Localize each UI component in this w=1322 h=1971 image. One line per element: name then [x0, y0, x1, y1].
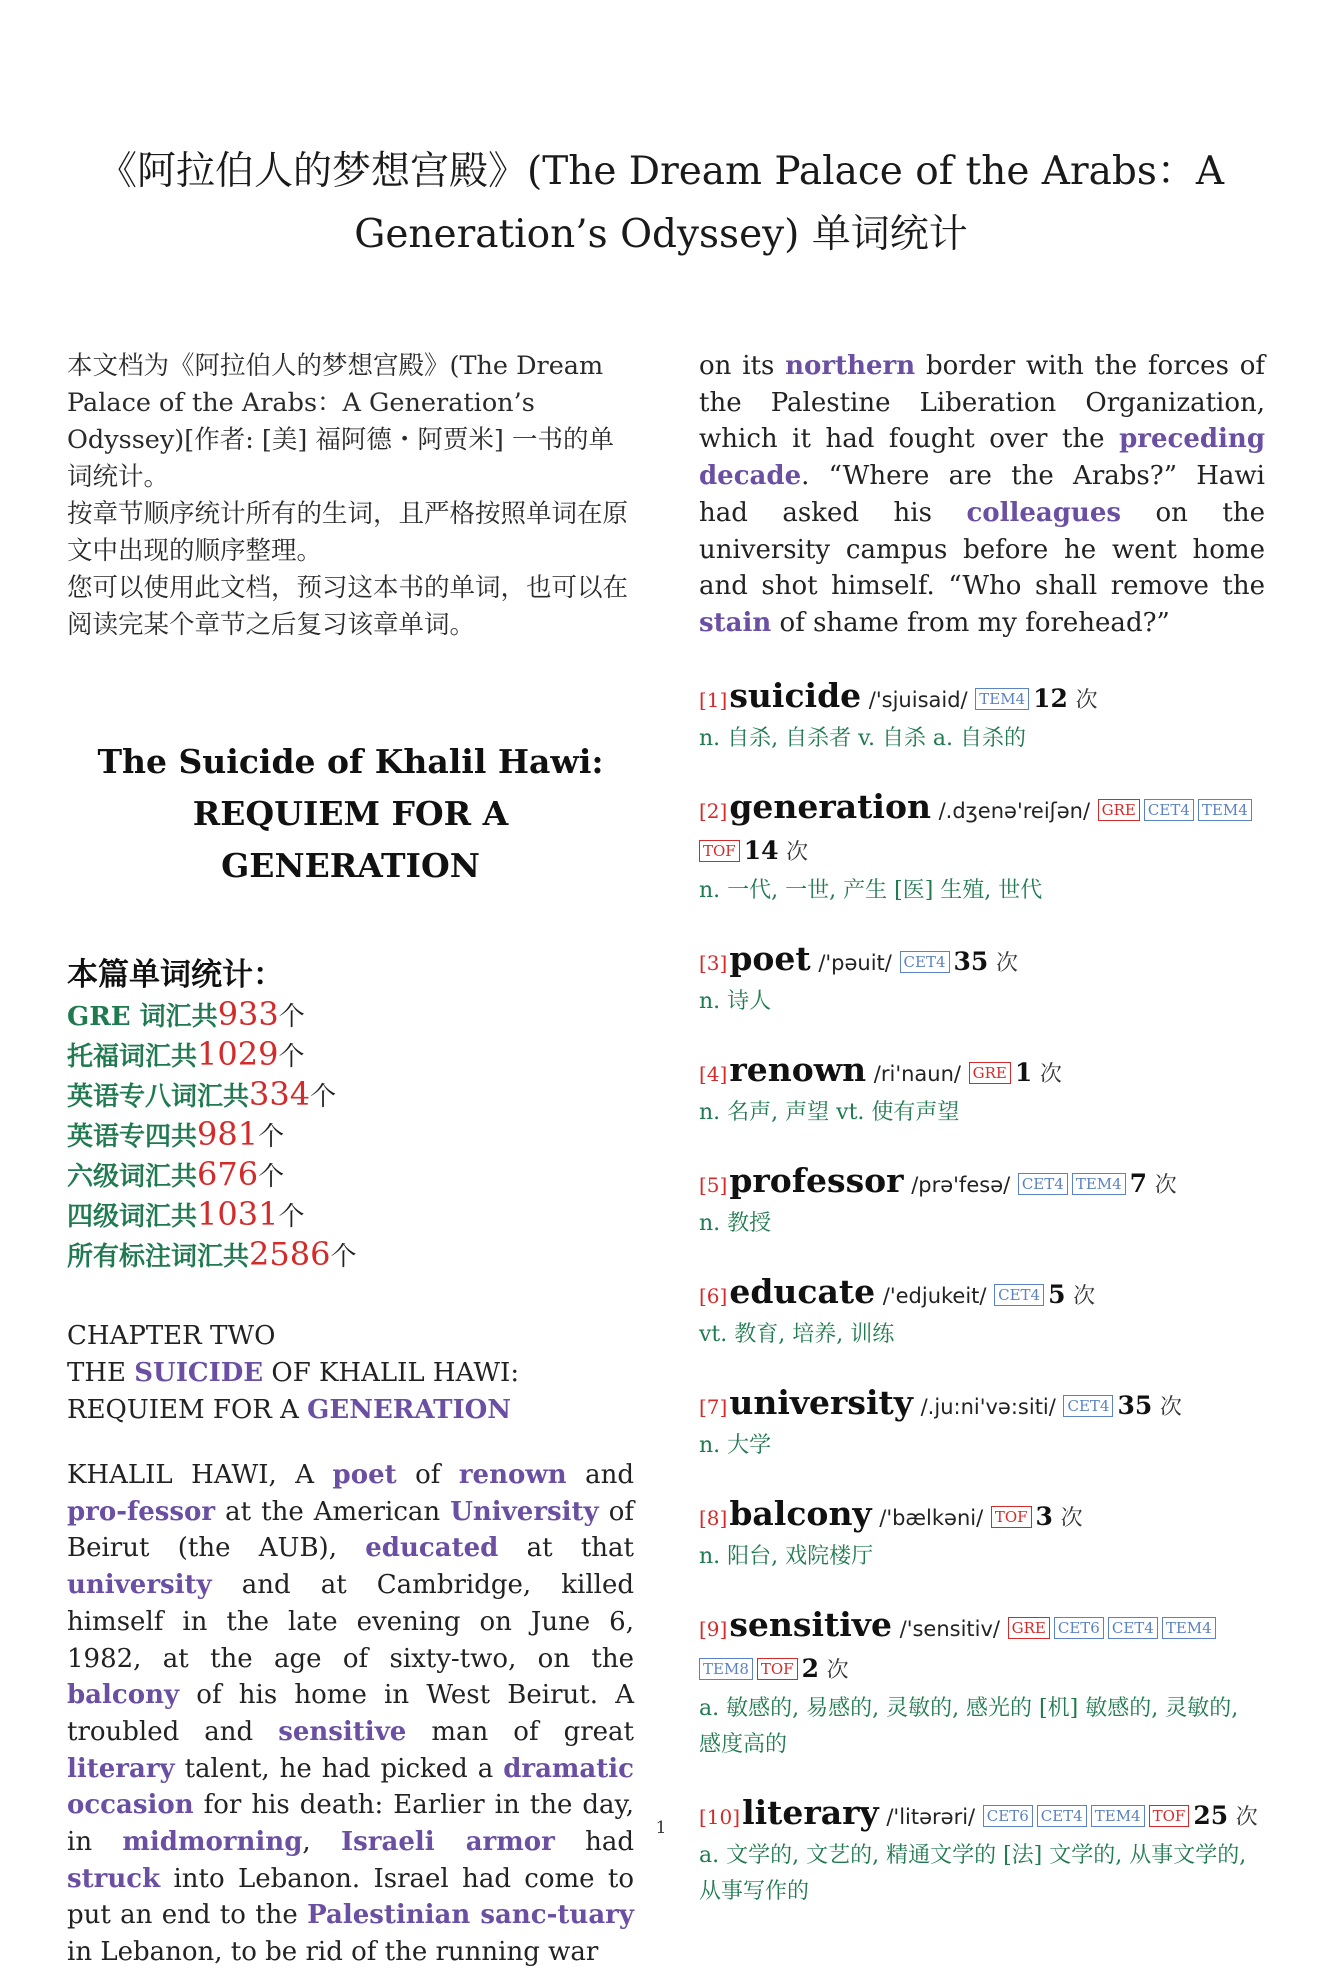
stat-label: 英语专四共	[67, 1122, 198, 1152]
entry-definition: vt. 教育, 培养, 训练	[699, 1321, 895, 1347]
count-unit: 次	[1075, 687, 1098, 713]
section-heading-line2: REQUIEM FOR A GENERATION	[192, 794, 509, 885]
entry-count: 7	[1129, 1168, 1148, 1198]
level-tag: TOF	[1149, 1805, 1190, 1827]
entry-count: 3	[1035, 1501, 1053, 1531]
entry-phonetic: /'bælkəni/	[879, 1505, 984, 1530]
entry-index: [9]	[699, 1616, 728, 1641]
level-tag: CET4	[900, 951, 950, 973]
highlighted-word: northern	[785, 351, 916, 381]
level-tag: TOF	[757, 1658, 798, 1680]
entry-definition: a. 文学的, 文艺的, 精通文学的 [法] 文学的, 从事文学的, 从事写作的	[699, 1842, 1247, 1904]
stat-unit: 个	[310, 1082, 337, 1112]
count-unit: 次	[1159, 1394, 1182, 1420]
vocab-entry	[699, 1050, 1265, 1131]
vocab-headline	[699, 1383, 1265, 1428]
vocab-headline	[699, 1272, 1265, 1317]
entry-word: educate	[729, 1271, 876, 1311]
vocab-headline	[699, 1494, 1265, 1539]
level-tag: TOF	[699, 840, 740, 862]
entry-phonetic: /.dʒenə'reiʃən/	[938, 798, 1091, 823]
stat-row	[67, 1076, 634, 1116]
level-tag: TEM4	[975, 688, 1029, 710]
entry-count: 5	[1048, 1279, 1066, 1309]
chapter-heading	[67, 1318, 634, 1429]
vocab-entry	[699, 1605, 1265, 1763]
vocab-entry	[699, 939, 1265, 1020]
entry-definition: n. 大学	[699, 1432, 772, 1458]
count-unit: 次	[1154, 1172, 1177, 1198]
entry-count: 25	[1193, 1800, 1229, 1830]
level-tag: CET4	[1018, 1173, 1068, 1195]
entry-count: 2	[801, 1653, 819, 1683]
level-tag: TEM4	[1162, 1617, 1216, 1639]
level-tag: GRE	[1008, 1617, 1050, 1639]
count-unit: 次	[1039, 1061, 1062, 1087]
entry-word: poet	[729, 938, 811, 978]
entry-phonetic: /'edjukeit/	[882, 1283, 987, 1308]
entry-phonetic: /'sensitiv/	[899, 1616, 1000, 1641]
entry-index: [10]	[699, 1804, 741, 1829]
stat-label: 英语专八词汇共	[67, 1082, 250, 1112]
stat-number: 1029	[197, 1035, 279, 1073]
entry-count: 35	[953, 946, 989, 976]
entry-word: sensitive	[729, 1604, 892, 1644]
entry-word: generation	[729, 786, 931, 826]
highlighted-word: GENERATION	[307, 1395, 512, 1425]
intro-paragraph: 您可以使用此文档，预习这本书的单词，也可以在阅读完某个章节之后复习该章单词。	[67, 573, 629, 640]
stat-number: 1031	[197, 1195, 279, 1233]
body-text-right: on its northern border with the forces of the Palestine Liberation Organization, which it had fought over the preceding decade. “Where are the Arabs?” Hawi had asked his colleagues on the university campus before he went home and shot himself. “Who shall remove the stain of shame from my forehead?”	[699, 351, 1265, 638]
level-tag: TEM4	[1198, 799, 1252, 821]
level-tag: CET6	[1054, 1617, 1104, 1639]
intro-paragraph: 本文档为《阿拉伯人的梦想宫殿》(The Dream Palace of the Arabs：A Generation’s Odyssey)[作者: [美] 福阿德・阿贾米] 一书的单词统计。	[67, 351, 614, 492]
entry-count: 14	[743, 835, 779, 865]
stat-row	[67, 1236, 634, 1276]
entry-definition: n. 名声, 声望 vt. 使有声望	[699, 1099, 960, 1125]
stat-number: 676	[197, 1155, 259, 1193]
vocab-headline	[699, 1605, 1265, 1691]
highlighted-word: university	[67, 1570, 212, 1601]
entry-phonetic: /'sjuisaid/	[868, 687, 968, 712]
highlighted-word: midmorning	[122, 1827, 303, 1858]
stat-unit: 个	[258, 1122, 285, 1152]
stat-label: 所有标注词汇共	[67, 1242, 250, 1272]
stat-label: 托福词汇共	[67, 1042, 198, 1072]
level-tag: CET4	[994, 1284, 1044, 1306]
vocab-headline	[699, 1050, 1265, 1095]
highlighted-word: balcony	[67, 1680, 180, 1711]
stat-unit: 个	[330, 1242, 357, 1272]
intro	[67, 348, 634, 644]
vocab-headline	[699, 939, 1265, 984]
level-tag: TOF	[991, 1506, 1032, 1528]
chapter-line2: THE SUICIDE OF KHALIL HAWI:	[67, 1358, 520, 1388]
entry-count: 1	[1014, 1057, 1033, 1087]
stat-number: 2586	[249, 1235, 331, 1273]
highlighted-word: Palestinian sanc-tuary	[307, 1900, 634, 1931]
highlighted-word: preceding decade	[699, 424, 1265, 492]
body-text-left: KHALIL HAWI, A poet of renown and pro-fessor at the American University of Beirut (the AUB), educated at that university and at Cambridge, killed himself in the late evening on June 6, 1982, at the age of sixty-two, on the balcony of his home in West Beirut. A troubled and sensitive man of great literary talent, he had picked a dramatic occasion for his death: Earlier in the day, in midmorning, Israeli armor had struck into Lebanon. Israel had come to put an end to the Palestinian sanc-tuary in Lebanon, to be rid of the running war	[67, 1460, 635, 1968]
right-column	[699, 348, 1265, 1940]
stat-unit: 个	[278, 1002, 305, 1032]
stat-label: 四级词汇共	[67, 1202, 198, 1232]
entry-count: 35	[1117, 1390, 1153, 1420]
entry-phonetic: /'litərəri/	[886, 1804, 976, 1829]
stat-row	[67, 1116, 634, 1156]
count-unit: 次	[826, 1657, 849, 1683]
entry-definition: n. 阳台, 戏院楼厅	[699, 1543, 874, 1569]
entry-phonetic: /ri'naun/	[873, 1061, 961, 1086]
vocab-headline	[699, 787, 1265, 873]
entry-word: suicide	[729, 675, 862, 715]
count-unit: 次	[995, 950, 1018, 976]
level-tag: TEM4	[1072, 1173, 1126, 1195]
level-tag: GRE	[1098, 799, 1140, 821]
stat-row	[67, 1196, 634, 1236]
entry-index: [6]	[699, 1283, 728, 1308]
entry-word: balcony	[729, 1493, 872, 1533]
stat-label: 六级词汇共	[67, 1162, 198, 1192]
stat-number: 981	[197, 1115, 259, 1153]
entry-index: [5]	[699, 1172, 728, 1197]
vocab-headline	[699, 676, 1265, 721]
entry-phonetic: /.ju:ni'və:siti/	[920, 1394, 1056, 1419]
stat-label: GRE 词汇共	[67, 1002, 218, 1032]
stat-unit: 个	[278, 1202, 305, 1232]
entry-phonetic: /'pəuit/	[818, 950, 892, 975]
level-tag: CET4	[1144, 799, 1194, 821]
vocabulary-list	[699, 676, 1265, 1910]
vocab-entry	[699, 1272, 1265, 1353]
entry-index: [8]	[699, 1505, 728, 1530]
entry-word: university	[729, 1382, 913, 1422]
highlighted-word: sensitive	[278, 1716, 407, 1747]
vocab-entry	[699, 1793, 1265, 1910]
entry-definition: n. 教授	[699, 1210, 772, 1236]
intro-paragraph: 按章节顺序统计所有的生词，且严格按照单词在原文中出现的顺序整理。	[67, 499, 629, 566]
stat-unit: 个	[278, 1042, 305, 1072]
stat-number: 933	[217, 995, 279, 1033]
highlighted-word: colleagues	[966, 497, 1122, 528]
highlighted-word: University	[450, 1496, 599, 1527]
count-unit: 次	[1235, 1804, 1258, 1830]
highlighted-word: renown	[458, 1460, 567, 1490]
vocab-entry	[699, 1494, 1265, 1575]
left-column	[67, 348, 634, 1971]
highlighted-word: literary	[67, 1753, 175, 1784]
entry-definition: n. 自杀, 自杀者 v. 自杀 a. 自杀的	[699, 725, 1027, 751]
highlighted-word: stain	[699, 607, 772, 638]
stat-row	[67, 1036, 634, 1076]
entry-index: [1]	[699, 687, 728, 712]
entry-index: [7]	[699, 1394, 728, 1419]
highlighted-word: poet	[332, 1460, 397, 1490]
entry-word: renown	[729, 1049, 867, 1089]
highlighted-word: pro-fessor	[67, 1496, 216, 1527]
entry-definition: a. 敏感的, 易感的, 灵敏的, 感光的 [机] 敏感的, 灵敏的, 感度高的	[699, 1695, 1239, 1757]
count-unit: 次	[1060, 1505, 1083, 1531]
count-unit: 次	[1073, 1283, 1096, 1309]
highlighted-word: dramatic occasion	[67, 1753, 634, 1821]
entry-count: 12	[1033, 683, 1068, 713]
level-tag: CET4	[1037, 1805, 1087, 1827]
vocab-entry	[699, 1383, 1265, 1464]
entry-word: literary	[742, 1792, 879, 1832]
entry-index: [2]	[699, 798, 728, 823]
level-tag: TEM4	[1091, 1805, 1145, 1827]
entry-phonetic: /prə'fesə/	[911, 1172, 1011, 1197]
vocab-headline	[699, 1161, 1265, 1206]
vocab-entry	[699, 1161, 1265, 1242]
section-heading-line1: The Suicide of Khalil Hawi:	[97, 742, 604, 781]
document-title: 《阿拉伯人的梦想宫殿》(The Dream Palace of the Arabs：A Generation’s Odyssey) 单词统计	[97, 149, 1224, 257]
highlighted-word: educated	[365, 1533, 499, 1564]
count-unit: 次	[786, 839, 809, 865]
highlighted-word: Israeli armor	[340, 1827, 555, 1858]
vocab-entry	[699, 787, 1265, 909]
stat-unit: 个	[258, 1162, 285, 1192]
entry-definition: n. 一代, 一世, 产生 [医] 生殖, 世代	[699, 877, 1043, 903]
chapter-line3: REQUIEM FOR A GENERATION	[67, 1395, 512, 1425]
highlighted-word: SUICIDE	[134, 1358, 264, 1388]
stat-number: 334	[249, 1075, 311, 1113]
highlighted-word: struck	[67, 1863, 161, 1894]
level-tag: CET4	[1108, 1617, 1158, 1639]
stats-heading: 本篇单词统计：	[67, 957, 284, 993]
stat-row	[67, 996, 634, 1036]
level-tag: CET6	[983, 1805, 1033, 1827]
page-number: 1	[655, 1818, 667, 1838]
vocab-entry	[699, 676, 1265, 757]
stat-row	[67, 1156, 634, 1196]
level-tag: CET4	[1063, 1395, 1113, 1417]
entry-index: [4]	[699, 1061, 728, 1086]
stats-list	[67, 996, 634, 1276]
chapter-line1: CHAPTER TWO	[67, 1321, 276, 1351]
entry-index: [3]	[699, 950, 728, 975]
level-tag: GRE	[969, 1062, 1011, 1084]
section-heading	[67, 736, 634, 892]
entry-definition: n. 诗人	[699, 988, 772, 1014]
entry-word: professor	[729, 1160, 904, 1200]
level-tag: TEM8	[699, 1658, 753, 1680]
